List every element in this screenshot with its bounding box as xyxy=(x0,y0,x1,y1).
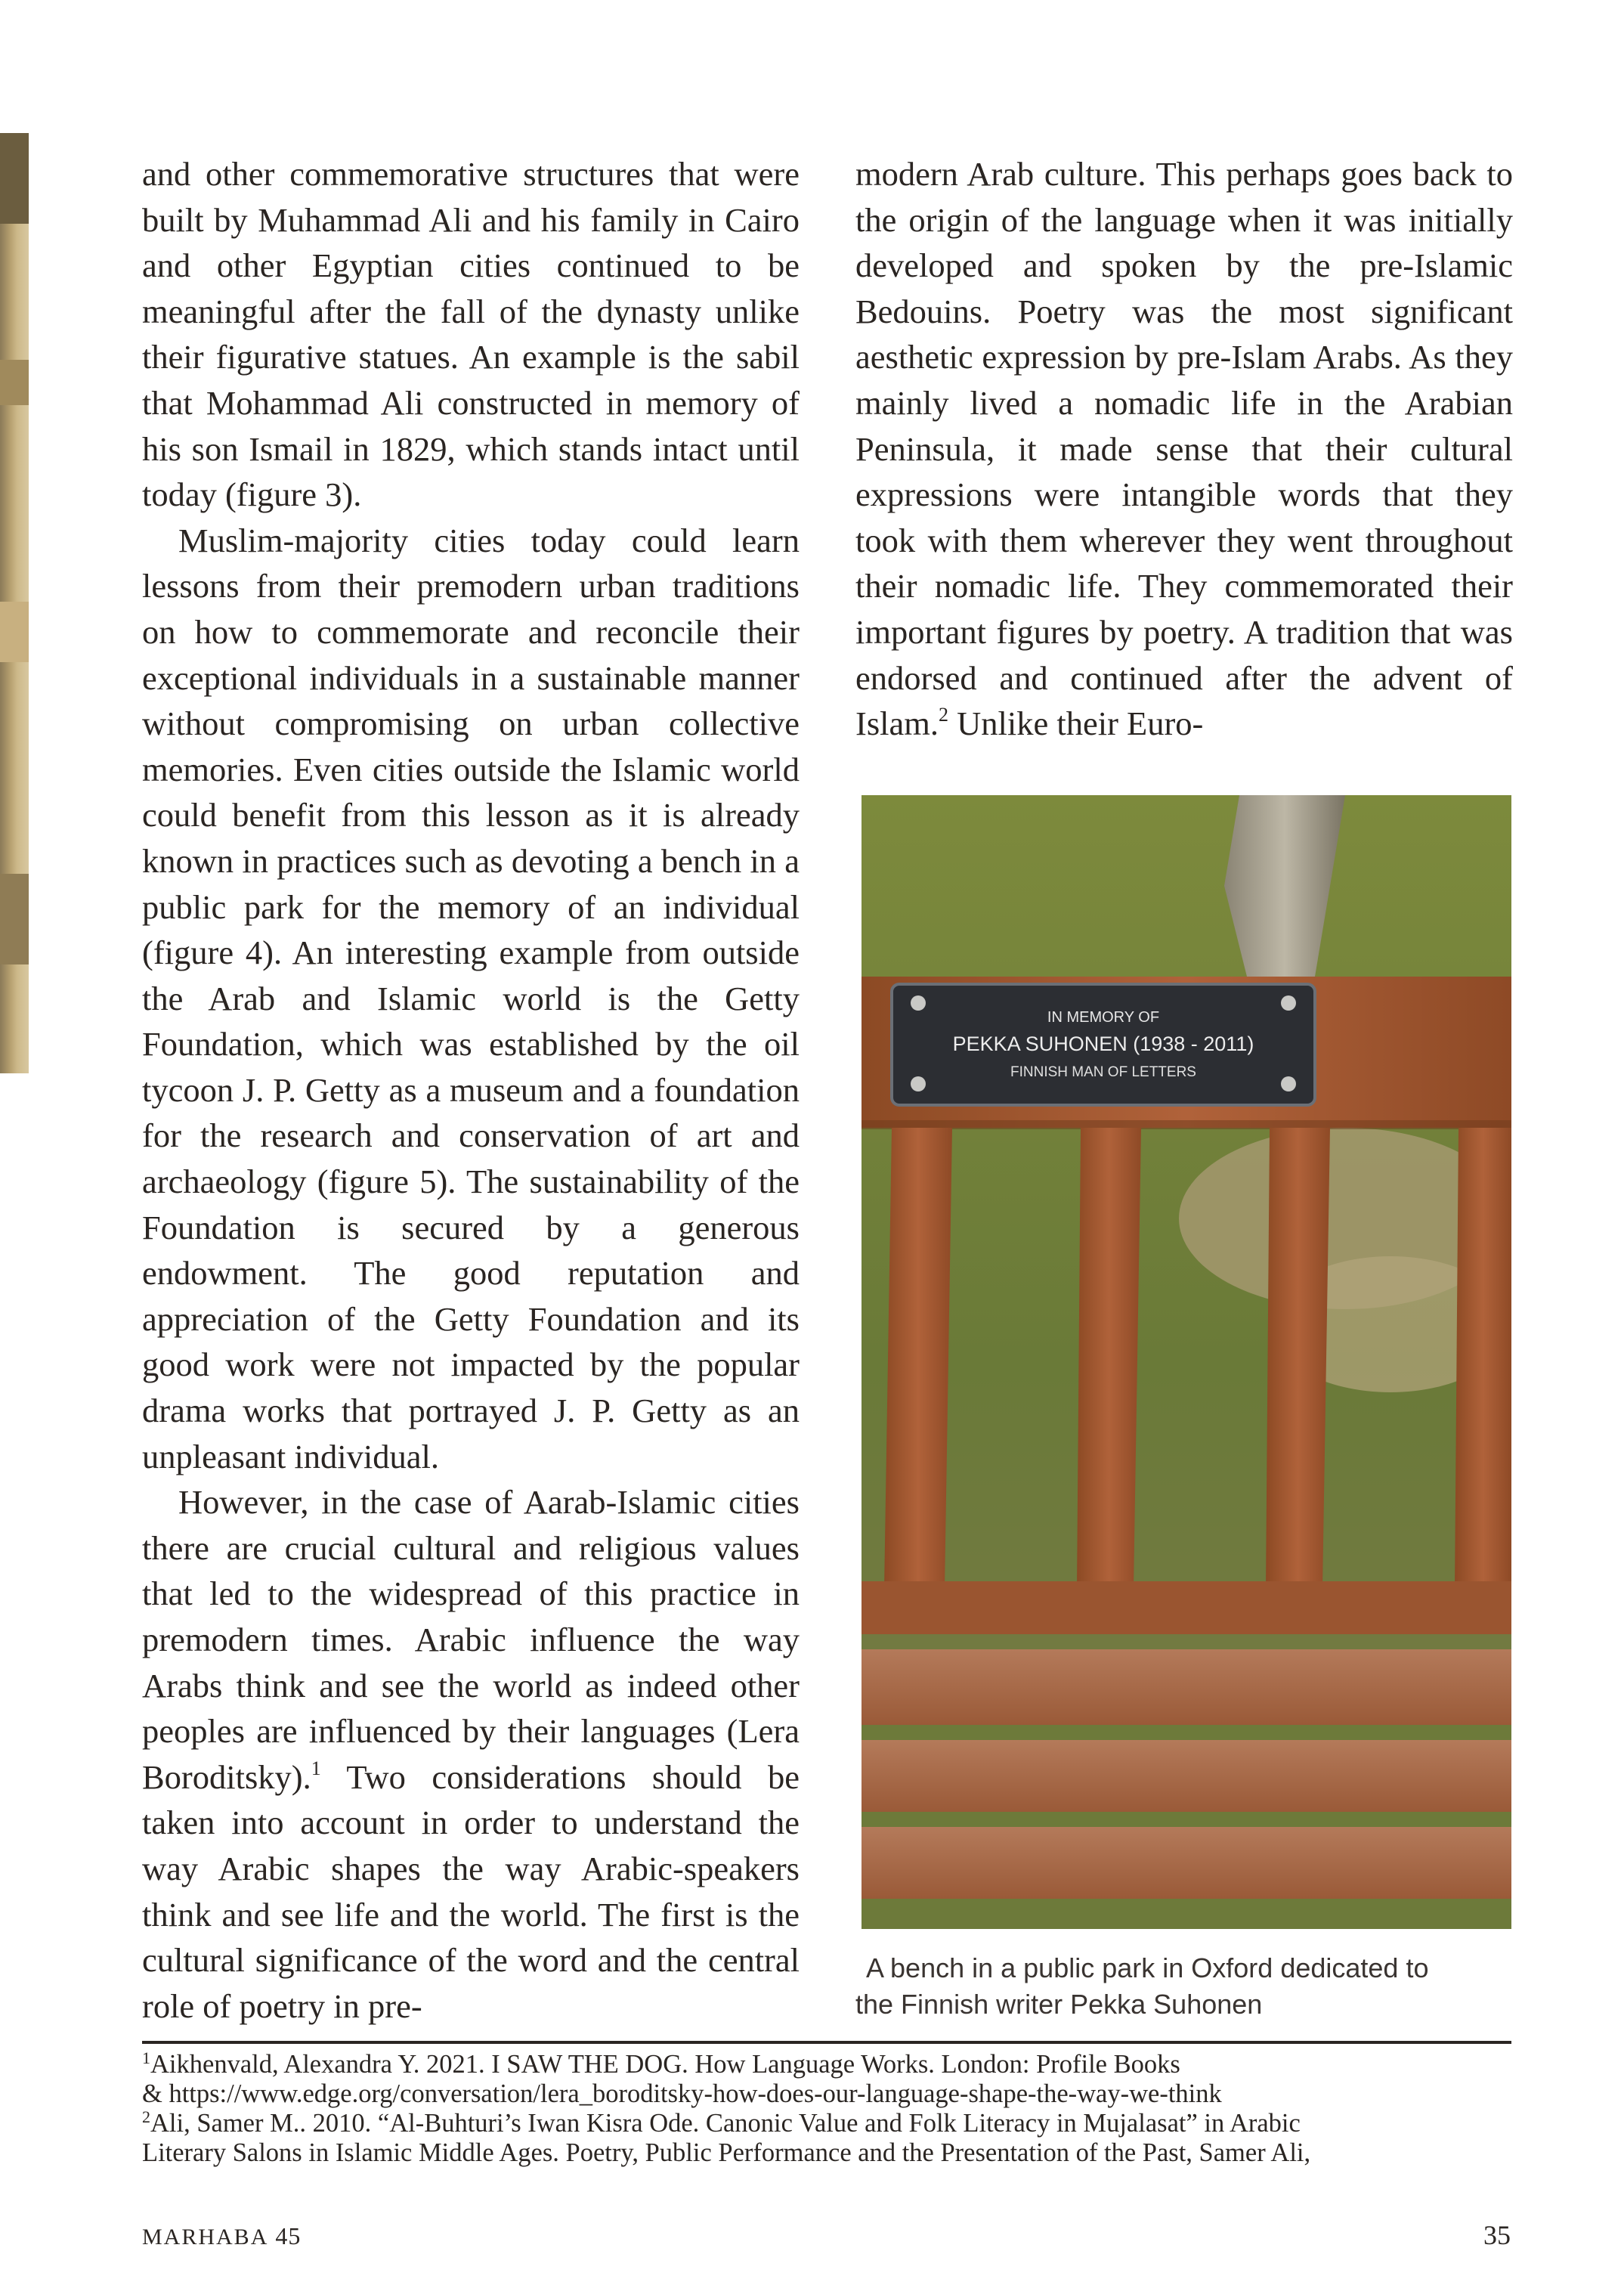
footnote-text: Aikhenvald, Alexandra Y. 2021. I SAW THE DOG. How Language Works. London: Profile Books xyxy=(150,2050,1180,2079)
footnote-text: & https://www.edge.org/conversation/lera_boroditsky-how-does-our-language-shape-the-way-we-think xyxy=(142,2079,1222,2108)
paragraph xyxy=(142,1479,800,2029)
footnote-number: 2 xyxy=(142,2107,150,2126)
footnote-number: 1 xyxy=(142,2048,150,2067)
footnote-ref: 1 xyxy=(311,1757,321,1779)
footnotes xyxy=(142,2050,1511,2168)
magazine-name: MARHABA xyxy=(142,2225,269,2249)
magazine-footer xyxy=(142,2222,301,2250)
plaque-line-2: PEKKA SUHONEN (1938 - 2011) xyxy=(952,1033,1254,1055)
paragraph: Muslim-majority cities today could learn lessons from their premodern urban traditions on how to commemorate and reconcile their exceptional individuals in a sustainable manner without compromising on urban collective memories. Even cities outside the Islamic world could benefit from this lesson as it is already known in practices such as devoting a bench in a public park for the memory of an individual (figure 4). An interesting example from outside the Arab and Islamic world is the Getty Foundation, which was established by the oil tycoon J. P. Getty as a museum and a foundation for the research and conservation of art and archaeology (figure 5). The sustainability of the Foundation is secured by a generous endowment. The good reputation and appreciation of the Getty Foundation and its good work were not impacted by the popular drama works that portrayed J. P. Getty as an unpleasant individual. xyxy=(142,521,800,1475)
caption-line-2: the Finnish writer Pekka Suhonen xyxy=(855,1989,1263,2020)
footnote-text: Ali, Samer M.. 2010. “Al-Buhturi’s Iwan Kisra Ode. Canonic Value and Folk Literacy in Mujalasat” in Arabic xyxy=(150,2109,1301,2138)
issue-number: 45 xyxy=(275,2222,302,2249)
footnote xyxy=(142,2079,1511,2109)
paragraph-text: However, in the case of Aarab-Islamic cities there are crucial cultural and religious values that led to the widespread of this practice in premodern times. Arabic influence the way Arabs think and see the world as indeed other peoples are influenced by their languages (Lera Boroditsky). xyxy=(142,1483,800,1796)
page-number: 35 xyxy=(1483,2220,1511,2250)
plaque-line-3: FINNISH MAN OF LETTERS xyxy=(1010,1064,1196,1080)
plaque-line-1: IN MEMORY OF xyxy=(1047,1009,1160,1026)
paragraph: and other commemorative structures that were built by Muhammad Ali and his family in Cairo and other Egyptian cities continued to be meaningful after the fall of the dynasty unlike their figurative statues. An example is the sabil that Mohammad Ali constructed in memory of his son Ismail in 1829, which stands intact until today (figure 3). xyxy=(142,155,800,514)
paragraph-text: Two considerations should be taken into account in order to understand the way Arabic shapes the way Arabic-speakers think and see life and the world. The first is the cultural significance of the word and the central role of poetry in pre- xyxy=(142,1757,800,2025)
bench-photo xyxy=(861,795,1511,1929)
article-right-column xyxy=(855,151,1513,747)
previous-page-photo-edge xyxy=(0,133,29,1073)
paragraph-text: Unlike their Euro- xyxy=(948,704,1204,743)
paragraph-text: modern Arab culture. This perhaps goes back to the origin of the language when it was initially developed and spoken by the pre-Islamic Bedouins. Poetry was the most significant aesthetic expression by pre-Islam Arabs. As they mainly lived a nomadic life in the Arabian Peninsula, it made sense that their cultural expressions were intangible words that they took with them wherever they went throughout their nomadic life. They commemorated their important figures by poetry. A tradition that was endorsed and continued after the advent of Islam. xyxy=(855,155,1513,743)
caption-line-1: A bench in a public park in Oxford dedicated to xyxy=(866,1952,1429,1983)
footnote-divider xyxy=(142,2041,1511,2044)
footnote xyxy=(142,2050,1511,2079)
article-left-column xyxy=(142,151,800,2029)
footnote-text: Literary Salons in Islamic Middle Ages. Poetry, Public Performance and the Presentation of the Past, Samer Ali, xyxy=(142,2138,1311,2167)
bench-illustration xyxy=(861,795,1511,1929)
footnote xyxy=(142,2109,1511,2138)
footnote-ref: 2 xyxy=(939,704,948,726)
footnote xyxy=(142,2138,1511,2168)
figure-caption xyxy=(855,1950,1505,2023)
paragraph xyxy=(855,151,1513,747)
